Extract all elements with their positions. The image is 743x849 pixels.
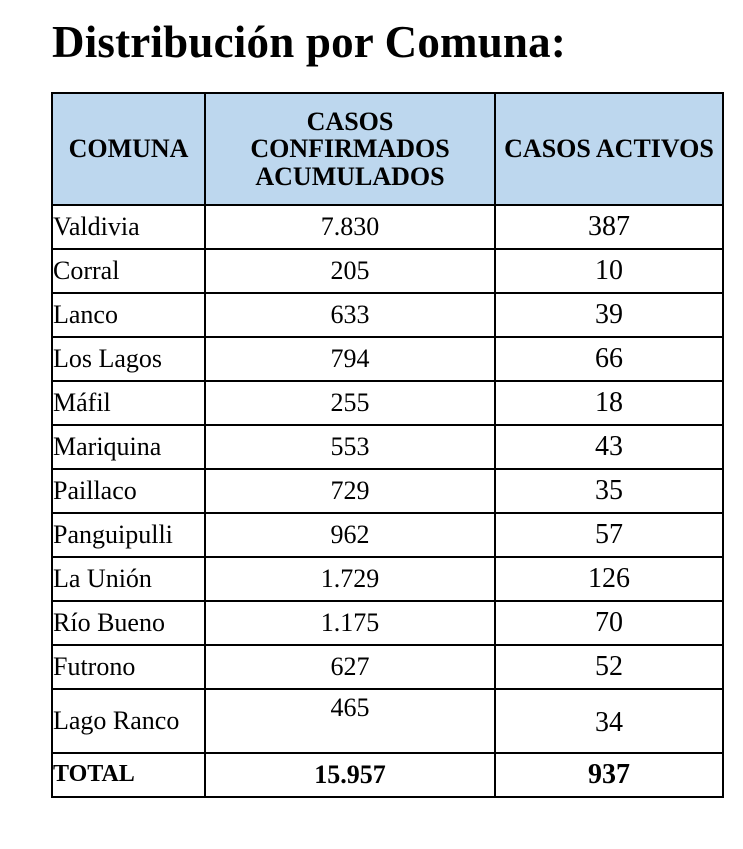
table-row: [52, 337, 723, 381]
cell-activos: 70: [495, 601, 723, 645]
cell-confirmados: 627: [205, 645, 495, 689]
cell-activos: 126: [495, 557, 723, 601]
cell-activos: 18: [495, 381, 723, 425]
cell-confirmados: 553: [205, 425, 495, 469]
cell-confirmados: 1.175: [205, 601, 495, 645]
total-activos: 937: [495, 753, 723, 797]
table-row: [52, 425, 723, 469]
table-row: [52, 381, 723, 425]
cell-activos: 10: [495, 249, 723, 293]
cell-confirmados: 729: [205, 469, 495, 513]
table-row: [52, 601, 723, 645]
cell-confirmados: 962: [205, 513, 495, 557]
cell-activos: 43: [495, 425, 723, 469]
total-row: [52, 753, 723, 797]
cell-activos: 52: [495, 645, 723, 689]
cell-confirmados: 794: [205, 337, 495, 381]
cell-comuna: La Unión: [52, 557, 205, 601]
table-row: [52, 689, 723, 753]
cell-activos: 35: [495, 469, 723, 513]
table-header-row: [52, 93, 723, 205]
table-row: [52, 557, 723, 601]
table-row: [52, 645, 723, 689]
column-header-comuna: COMUNA: [52, 93, 205, 205]
total-confirmados: 15.957: [205, 753, 495, 797]
total-label: TOTAL: [52, 753, 205, 797]
cell-comuna: Río Bueno: [52, 601, 205, 645]
cell-comuna: Paillaco: [52, 469, 205, 513]
cell-activos: 34: [495, 689, 723, 753]
table-row: [52, 205, 723, 249]
cell-comuna: Lago Ranco: [52, 689, 205, 753]
cell-comuna: Lanco: [52, 293, 205, 337]
cell-confirmados: 1.729: [205, 557, 495, 601]
cell-activos: 387: [495, 205, 723, 249]
cell-comuna: Valdivia: [52, 205, 205, 249]
cell-confirmados: 255: [205, 381, 495, 425]
cell-activos: 57: [495, 513, 723, 557]
cell-comuna: Corral: [52, 249, 205, 293]
cell-comuna: Los Lagos: [52, 337, 205, 381]
cell-activos: 39: [495, 293, 723, 337]
cell-activos: 66: [495, 337, 723, 381]
cell-comuna: Mariquina: [52, 425, 205, 469]
cell-confirmados: 465: [205, 689, 495, 753]
table-row: [52, 513, 723, 557]
cell-confirmados: 633: [205, 293, 495, 337]
page-title: Distribución por Comuna:: [52, 17, 567, 67]
cell-comuna: Máfil: [52, 381, 205, 425]
cell-comuna: Panguipulli: [52, 513, 205, 557]
cell-comuna: Futrono: [52, 645, 205, 689]
table-row: [52, 469, 723, 513]
column-header-confirmados: CASOS CONFIRMADOS ACUMULADOS: [205, 93, 495, 205]
cell-confirmados: 7.830: [205, 205, 495, 249]
column-header-activos: CASOS ACTIVOS: [495, 93, 723, 205]
cell-confirmados: 205: [205, 249, 495, 293]
table-row: [52, 249, 723, 293]
distribution-table: [51, 92, 724, 798]
table-row: [52, 293, 723, 337]
